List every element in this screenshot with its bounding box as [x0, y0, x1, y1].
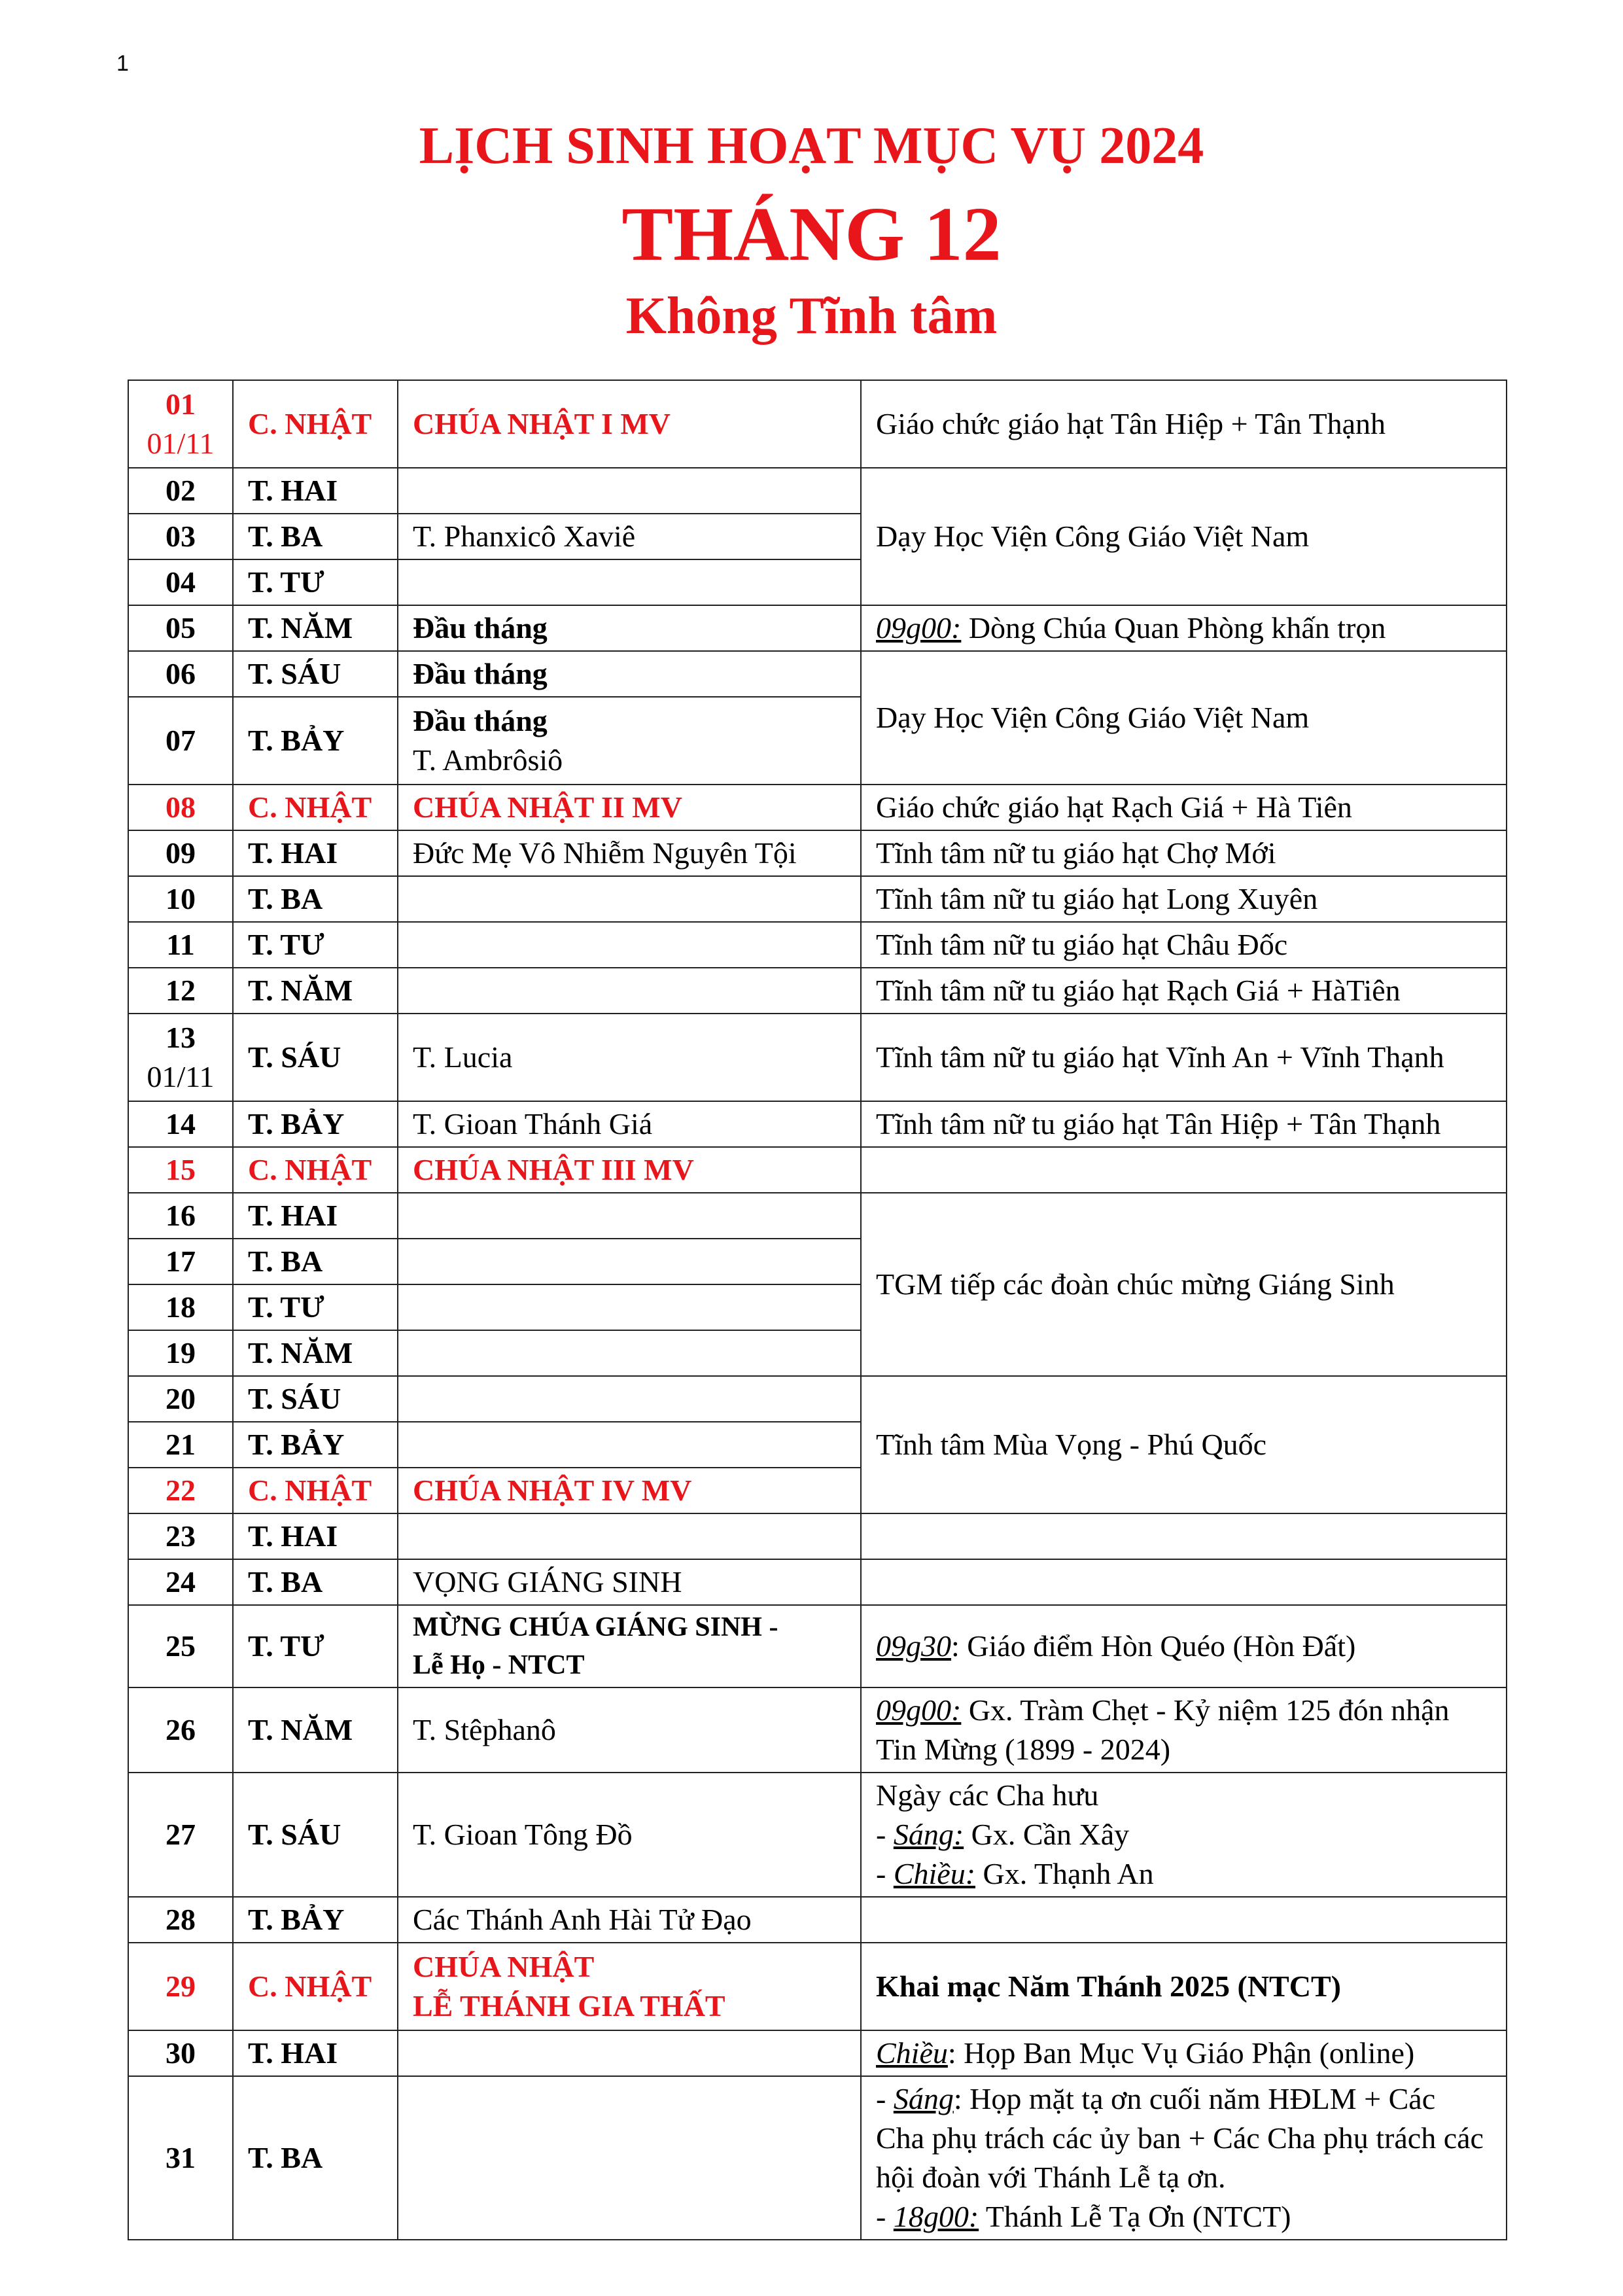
note-cell: Dạy Học Viện Công Giáo Việt Nam [861, 651, 1507, 785]
weekday-cell: T. SÁU [233, 1014, 398, 1101]
note-line: hội đoàn với Thánh Lễ tạ ơn. [876, 2161, 1226, 2194]
date-cell: 06 [128, 651, 233, 697]
date-cell: 12 [128, 968, 233, 1014]
table-row [128, 468, 1507, 514]
table-row [128, 830, 1507, 876]
weekday-cell: T. BẢY [233, 1422, 398, 1468]
note-cell [861, 1897, 1507, 1943]
weekday-cell: T. SÁU [233, 1376, 398, 1422]
note-cell [861, 1687, 1507, 1773]
date-number: 13 [166, 1021, 196, 1054]
date-number: 01 [166, 387, 196, 421]
weekday-cell: T. NĂM [233, 1687, 398, 1773]
feast-cell [398, 1605, 861, 1687]
date-cell: 28 [128, 1897, 233, 1943]
weekday-cell: T. NĂM [233, 605, 398, 651]
feast-cell [398, 697, 861, 785]
weekday-cell: T. TƯ [233, 559, 398, 605]
weekday-cell: T. NĂM [233, 1330, 398, 1376]
feast-cell: T. Phanxicô Xaviê [398, 514, 861, 559]
page-title: LỊCH SINH HOẠT MỤC VỤ 2024 [419, 117, 1204, 175]
schedule-table [128, 380, 1507, 2240]
table-row [128, 1897, 1507, 1943]
table-row [128, 922, 1507, 968]
note-cell: Tĩnh tâm nữ tu giáo hạt Chợ Mới [861, 830, 1507, 876]
note-cell: Tĩnh tâm nữ tu giáo hạt Tân Hiệp + Tân Thạnh [861, 1101, 1507, 1147]
date-cell: 25 [128, 1605, 233, 1687]
note-cell [861, 1147, 1507, 1193]
date-sub: 01/11 [147, 427, 215, 460]
weekday-cell: T. BẢY [233, 697, 398, 785]
feast-cell: CHÚA NHẬT III MV [398, 1147, 861, 1193]
note-cell: Tĩnh tâm nữ tu giáo hạt Châu Đốc [861, 922, 1507, 968]
table-row [128, 1193, 1507, 1239]
feast-cell [398, 559, 861, 605]
table-row [128, 1559, 1507, 1605]
date-cell: 23 [128, 1513, 233, 1559]
weekday-cell: T. HAI [233, 468, 398, 514]
feast-cell: T. Gioan Thánh Giá [398, 1101, 861, 1147]
note-cell: Tĩnh tâm nữ tu giáo hạt Rạch Giá + HàTiên [861, 968, 1507, 1014]
note-text: : Giáo điểm Hòn Quéo (Hòn Đất) [951, 1629, 1356, 1663]
feast-line: CHÚA NHẬT [413, 1950, 595, 1983]
table-row [128, 876, 1507, 922]
date-cell: 05 [128, 605, 233, 651]
date-cell: 19 [128, 1330, 233, 1376]
weekday-cell: T. BA [233, 1239, 398, 1284]
date-sub: 01/11 [147, 1060, 215, 1093]
date-cell: 30 [128, 2030, 233, 2076]
feast-cell [398, 2030, 861, 2076]
feast-cell [398, 922, 861, 968]
date-cell [128, 1014, 233, 1101]
note-line: - Chiều: Gx. Thạnh An [876, 1857, 1154, 1890]
page-number: 1 [116, 51, 129, 76]
weekday-cell: T. NĂM [233, 968, 398, 1014]
date-cell: 29 [128, 1943, 233, 2030]
weekday-cell: T. BA [233, 1559, 398, 1605]
table-row [128, 1147, 1507, 1193]
table-row [128, 1687, 1507, 1773]
feast-line: LỄ THÁNH GIA THẤT [413, 1989, 725, 2022]
note-cell [861, 1513, 1507, 1559]
note-cell: Khai mạc Năm Thánh 2025 (NTCT) [861, 1943, 1507, 2030]
note-text: : Họp Ban Mục Vụ Giáo Phận (online) [947, 2036, 1415, 2070]
weekday-cell: T. BA [233, 2076, 398, 2240]
note-text: Gx. Tràm Chẹt - Kỷ niệm 125 đón nhận [961, 1693, 1450, 1727]
feast-cell: CHÚA NHẬT I MV [398, 380, 861, 468]
date-cell: 16 [128, 1193, 233, 1239]
feast-cell: Các Thánh Anh Hài Tử Đạo [398, 1897, 861, 1943]
weekday-cell: T. SÁU [233, 651, 398, 697]
feast-cell [398, 1376, 861, 1422]
time-label: Chiều [876, 2036, 948, 2070]
date-cell: 31 [128, 2076, 233, 2240]
date-cell: 20 [128, 1376, 233, 1422]
date-cell: 22 [128, 1468, 233, 1513]
feast-cell: VỌNG GIÁNG SINH [398, 1559, 861, 1605]
note-cell [861, 605, 1507, 651]
feast-cell: T. Lucia [398, 1014, 861, 1101]
feast-cell [398, 1239, 861, 1284]
weekday-cell: T. HAI [233, 830, 398, 876]
feast-cell: Đầu tháng [398, 605, 861, 651]
table-row [128, 968, 1507, 1014]
table-row [128, 1943, 1507, 2030]
table-row [128, 1605, 1507, 1687]
weekday-cell: C. NHẬT [233, 1468, 398, 1513]
note-cell: Giáo chức giáo hạt Rạch Giá + Hà Tiên [861, 785, 1507, 830]
note-line: - Sáng: Gx. Cần Xây [876, 1818, 1130, 1851]
weekday-cell: T. SÁU [233, 1773, 398, 1897]
date-cell: 17 [128, 1239, 233, 1284]
feast-cell [398, 968, 861, 1014]
feast-cell [398, 1422, 861, 1468]
weekday-cell: T. BA [233, 876, 398, 922]
date-cell: 21 [128, 1422, 233, 1468]
note-cell [861, 2030, 1507, 2076]
feast-cell [398, 1330, 861, 1376]
feast-cell: T. Gioan Tông Đồ [398, 1773, 861, 1897]
note-cell: Tĩnh tâm nữ tu giáo hạt Vĩnh An + Vĩnh Thạnh [861, 1014, 1507, 1101]
note-cell [861, 1773, 1507, 1897]
feast-cell: Đức Mẹ Vô Nhiễm Nguyên Tội [398, 830, 861, 876]
date-cell: 10 [128, 876, 233, 922]
weekday-cell: T. TƯ [233, 1284, 398, 1330]
table-row [128, 1101, 1507, 1147]
feast-line: Lễ Họ - NTCT [413, 1650, 585, 1680]
note-text: Dòng Chúa Quan Phòng khấn trọn [961, 611, 1386, 645]
note-line: Cha phụ trách các ủy ban + Các Cha phụ trách các [876, 2121, 1484, 2155]
weekday-cell: T. HAI [233, 1193, 398, 1239]
note-line: - 18g00: Thánh Lễ Tạ Ơn (NTCT) [876, 2200, 1291, 2233]
weekday-cell: T. TƯ [233, 922, 398, 968]
table-row [128, 651, 1507, 697]
date-cell: 26 [128, 1687, 233, 1773]
feast-cell [398, 1513, 861, 1559]
weekday-cell: T. HAI [233, 1513, 398, 1559]
table-row [128, 380, 1507, 468]
feast-cell [398, 2076, 861, 2240]
note-cell [861, 1559, 1507, 1605]
feast-line: T. Ambrôsiô [413, 743, 563, 777]
time-label: Sáng [893, 2082, 954, 2115]
note-cell: Giáo chức giáo hạt Tân Hiệp + Tân Thạnh [861, 380, 1507, 468]
table-row [128, 2030, 1507, 2076]
weekday-cell: C. NHẬT [233, 380, 398, 468]
feast-line: Đầu tháng [413, 704, 548, 737]
weekday-cell: T. BẢY [233, 1101, 398, 1147]
weekday-cell: T. BẢY [233, 1897, 398, 1943]
date-cell: 08 [128, 785, 233, 830]
date-cell: 27 [128, 1773, 233, 1897]
note-cell: Dạy Học Viện Công Giáo Việt Nam [861, 468, 1507, 605]
note-line: Tin Mừng (1899 - 2024) [876, 1733, 1171, 1766]
note-cell: TGM tiếp các đoàn chúc mừng Giáng Sinh [861, 1193, 1507, 1376]
date-cell: 24 [128, 1559, 233, 1605]
note-cell: Tĩnh tâm Mùa Vọng - Phú Quốc [861, 1376, 1507, 1513]
retreat-note-heading: Không Tĩnh tâm [625, 287, 998, 345]
table-row [128, 1773, 1507, 1897]
time-label: 09g00: [876, 611, 962, 645]
feast-cell [398, 1284, 861, 1330]
date-cell: 03 [128, 514, 233, 559]
date-cell: 14 [128, 1101, 233, 1147]
feast-cell [398, 1193, 861, 1239]
weekday-cell: T. BA [233, 514, 398, 559]
table-row [128, 1513, 1507, 1559]
feast-cell [398, 876, 861, 922]
feast-cell: Đầu tháng [398, 651, 861, 697]
time-label: 18g00: [893, 2200, 979, 2233]
table-row [128, 605, 1507, 651]
date-cell: 11 [128, 922, 233, 968]
note-cell: Tĩnh tâm nữ tu giáo hạt Long Xuyên [861, 876, 1507, 922]
feast-cell: CHÚA NHẬT II MV [398, 785, 861, 830]
time-label: 09g30 [876, 1629, 951, 1663]
feast-cell: CHÚA NHẬT IV MV [398, 1468, 861, 1513]
time-label: Sáng: [893, 1818, 964, 1851]
table-row [128, 1014, 1507, 1101]
note-line: Ngày các Cha hưu [876, 1778, 1099, 1812]
note-cell [861, 2076, 1507, 2240]
date-cell [128, 380, 233, 468]
weekday-cell: T. HAI [233, 2030, 398, 2076]
date-cell: 18 [128, 1284, 233, 1330]
time-label: Chiều: [893, 1857, 976, 1890]
date-cell: 04 [128, 559, 233, 605]
note-line: - Sáng: Họp mặt tạ ơn cuối năm HĐLM + Các [876, 2082, 1436, 2115]
date-cell: 02 [128, 468, 233, 514]
feast-line: MỪNG CHÚA GIÁNG SINH - [413, 1612, 778, 1642]
date-cell: 07 [128, 697, 233, 785]
date-cell: 09 [128, 830, 233, 876]
date-cell: 15 [128, 1147, 233, 1193]
table-row [128, 1376, 1507, 1422]
weekday-cell: C. NHẬT [233, 785, 398, 830]
time-label: 09g00: [876, 1693, 962, 1727]
month-heading: THÁNG 12 [621, 191, 1002, 277]
table-row [128, 785, 1507, 830]
table-row [128, 2076, 1507, 2240]
feast-cell: T. Stêphanô [398, 1687, 861, 1773]
weekday-cell: T. TƯ [233, 1605, 398, 1687]
feast-cell [398, 1943, 861, 2030]
note-cell [861, 1605, 1507, 1687]
weekday-cell: C. NHẬT [233, 1943, 398, 2030]
feast-cell [398, 468, 861, 514]
weekday-cell: C. NHẬT [233, 1147, 398, 1193]
